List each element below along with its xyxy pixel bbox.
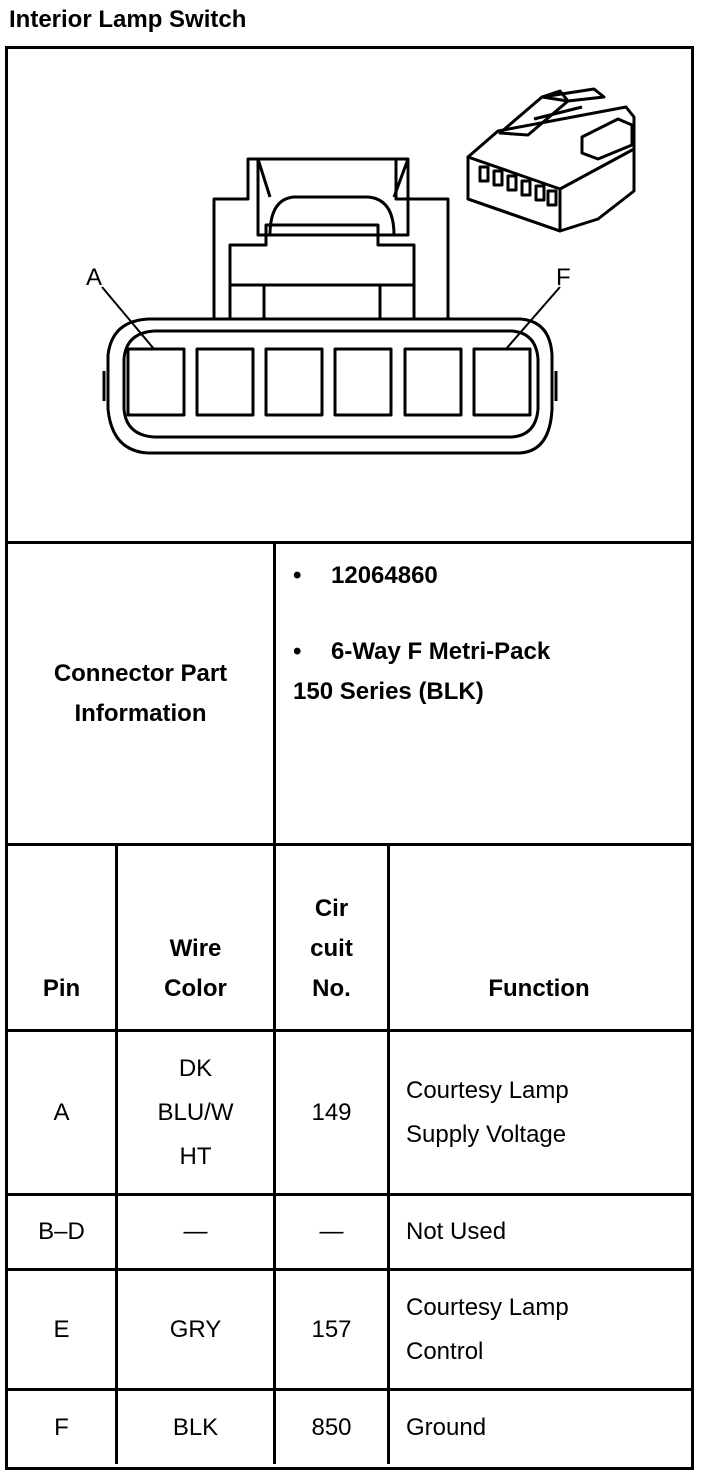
connector-info-label-line1: Connector Part xyxy=(53,659,228,687)
row-a-function: Courtesy Lamp Supply Voltage xyxy=(406,1076,569,1148)
cavity-d xyxy=(335,349,391,415)
part-number-item xyxy=(293,556,683,596)
row-f-pin: F xyxy=(54,1413,69,1441)
row-f-wire-color: BLK xyxy=(172,1413,219,1441)
pin-label-f: F xyxy=(556,264,571,291)
row-bd-pin: B–D xyxy=(38,1218,85,1245)
row-bd-wire-color: — xyxy=(183,1218,208,1245)
cavity-f xyxy=(474,349,530,415)
connector-info-details xyxy=(293,556,683,712)
connector-latch-icon xyxy=(214,159,448,319)
row-f-circuit: 850 xyxy=(311,1413,352,1441)
header-pin: Pin xyxy=(42,975,81,1002)
row-a-wire-color: DK BLU/W HT xyxy=(157,1054,234,1170)
row-a-circuit: 149 xyxy=(311,1098,352,1126)
row-bd-function: Not Used xyxy=(406,1218,507,1245)
row-e-function: Courtesy Lamp Control xyxy=(406,1293,569,1365)
connector-body-icon xyxy=(104,319,556,453)
row-a-pin: A xyxy=(53,1098,70,1126)
connector-diagram xyxy=(8,49,691,541)
header-circuit-no: Cir cuit No. xyxy=(310,895,353,1002)
row-e-wire-color: GRY xyxy=(169,1315,222,1343)
description-line2: 150 Series (BLK) xyxy=(293,678,484,705)
bullet-icon: • xyxy=(293,638,302,665)
connector-info-label xyxy=(8,544,273,843)
part-number: 12064860 xyxy=(331,562,438,589)
description-line1: 6-Way F Metri-Pack xyxy=(331,638,551,665)
description-item xyxy=(293,632,683,672)
row-bd-circuit: — xyxy=(319,1218,344,1245)
connector-info-label-line2: Information xyxy=(74,699,207,727)
header-wire-color: Wire Color xyxy=(164,935,227,1002)
cavity-c xyxy=(266,349,322,415)
connector-cavities xyxy=(128,349,530,415)
header-function: Function xyxy=(488,975,590,1002)
bullet-icon: • xyxy=(293,562,302,589)
connector-3d-thumbnail-icon xyxy=(468,89,634,231)
row-f-function: Ground xyxy=(406,1413,487,1441)
cavity-b xyxy=(197,349,253,415)
pin-label-a: A xyxy=(86,264,103,291)
divider-info-vertical xyxy=(273,541,276,846)
row-e-circuit: 157 xyxy=(311,1315,352,1343)
page-title: Interior Lamp Switch xyxy=(9,6,247,33)
cavity-a xyxy=(128,349,184,415)
cavity-e xyxy=(405,349,461,415)
row-e-pin: E xyxy=(53,1315,70,1343)
